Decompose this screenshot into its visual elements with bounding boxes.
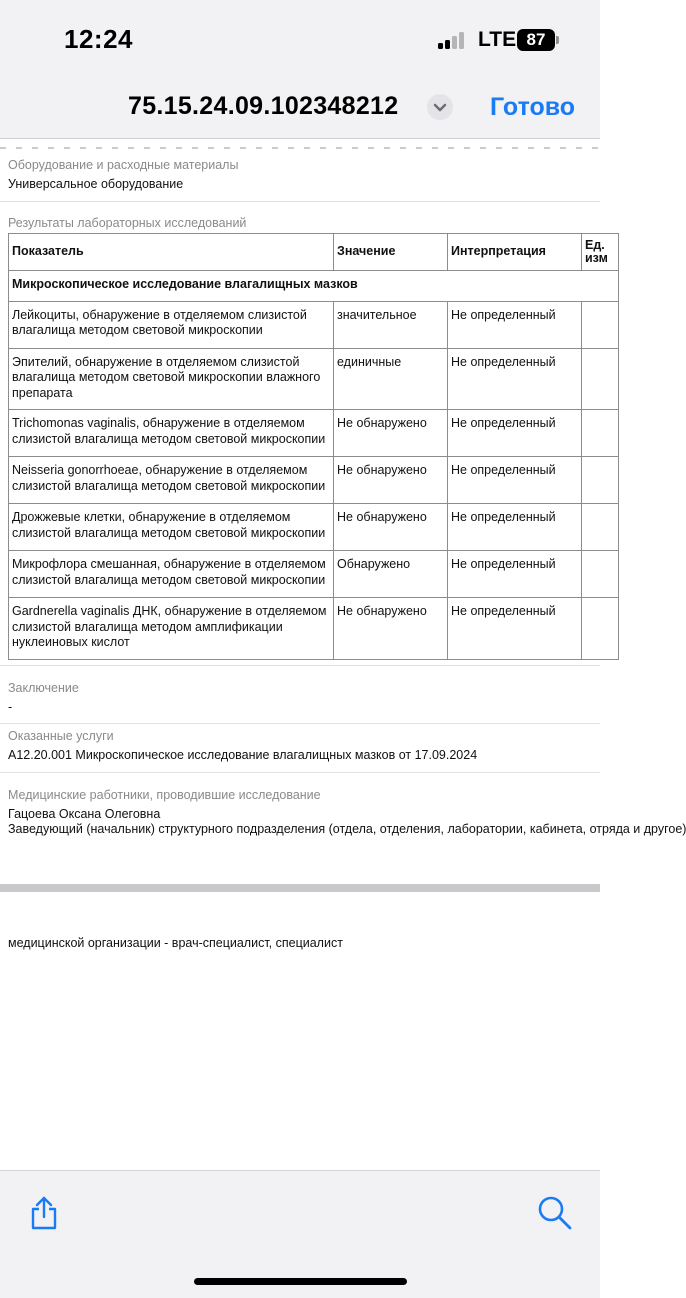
navigation-bar xyxy=(0,80,600,139)
divider xyxy=(0,772,600,773)
staff-name: Гацоева Оксана Олеговна xyxy=(8,807,161,821)
staff-position: Заведующий (начальник) структурного подразделения (отдела, отделения, лаборатории, кабинета, отряда и другое) xyxy=(8,822,686,836)
done-button[interactable]: Готово xyxy=(490,93,576,121)
equipment-label: Оборудование и расходные материалы xyxy=(8,158,239,172)
row-indicator: Эпителий, обнаружение в отделяемом слизистой влагалища методом световой микроскопии влажного препарата xyxy=(9,348,334,410)
divider xyxy=(0,723,600,724)
table-header-row xyxy=(9,234,619,271)
row-unit xyxy=(582,598,619,660)
cellular-signal-icon xyxy=(438,31,470,49)
row-indicator: Дрожжевые клетки, обнаружение в отделяемом слизистой влагалища методом световой микроскопии xyxy=(9,504,334,551)
table-row xyxy=(9,348,619,410)
page-separator xyxy=(0,884,600,892)
row-value: единичные xyxy=(334,348,448,410)
row-indicator: Neisseria gonorrhoeae, обнаружение в отделяемом слизистой влагалища методом световой микроскопии xyxy=(9,457,334,504)
row-interpretation: Не определенный xyxy=(448,457,582,504)
table-row xyxy=(9,457,619,504)
row-value: Не обнаружено xyxy=(334,598,448,660)
row-unit xyxy=(582,410,619,457)
row-indicator: Gardnerella vaginalis ДНК, обнаружение в отделяемом слизистой влагалища методом амплификации нуклеиновых кислот xyxy=(9,598,334,660)
conclusion-label: Заключение xyxy=(8,681,79,695)
row-unit xyxy=(582,504,619,551)
services-label: Оказанные услуги xyxy=(8,729,114,743)
share-icon[interactable] xyxy=(28,1195,60,1236)
row-interpretation: Не определенный xyxy=(448,301,582,348)
document-page xyxy=(0,139,686,884)
table-row xyxy=(9,551,619,598)
table-row xyxy=(9,301,619,348)
document-page-2 xyxy=(0,892,600,1170)
services-value: A12.20.001 Микроскопическое исследование влагалищных мазков от 17.09.2024 xyxy=(8,748,478,762)
row-value: Не обнаружено xyxy=(334,504,448,551)
home-indicator[interactable] xyxy=(194,1278,407,1285)
row-value: Не обнаружено xyxy=(334,410,448,457)
row-unit xyxy=(582,348,619,410)
row-indicator: Лейкоциты, обнаружение в отделяемом слизистой влагалища методом световой микроскопии xyxy=(9,301,334,348)
row-interpretation: Не определенный xyxy=(448,551,582,598)
table-row xyxy=(9,598,619,660)
results-table xyxy=(8,233,619,660)
results-label: Результаты лабораторных исследований xyxy=(8,216,247,230)
header-indicator: Показатель xyxy=(9,234,334,271)
equipment-value: Универсальное оборудование xyxy=(8,177,184,191)
header-unit: Ед. изм xyxy=(582,234,619,271)
table-section-row xyxy=(9,271,619,302)
battery-tip xyxy=(556,36,559,44)
conclusion-value: - xyxy=(8,700,13,714)
row-unit xyxy=(582,301,619,348)
row-unit xyxy=(582,457,619,504)
divider xyxy=(0,665,600,666)
header-interpretation: Интерпретация xyxy=(448,234,582,271)
table-row xyxy=(9,504,619,551)
staff-label: Медицинские работники, проводившие исследование xyxy=(8,788,321,802)
staff-position-continued: медицинской организации - врач-специалист, специалист xyxy=(8,936,343,950)
row-unit xyxy=(582,551,619,598)
row-interpretation: Не определенный xyxy=(448,410,582,457)
row-interpretation: Не определенный xyxy=(448,504,582,551)
row-indicator: Trichomonas vaginalis, обнаружение в отделяемом слизистой влагалища методом световой микроскопии xyxy=(9,410,334,457)
section-title: Микроскопическое исследование влагалищных мазков xyxy=(9,271,619,302)
row-indicator: Микрофлора смешанная, обнаружение в отделяемом слизистой влагалища методом световой микроскопии xyxy=(9,551,334,598)
row-interpretation: Не определенный xyxy=(448,348,582,410)
row-interpretation: Не определенный xyxy=(448,598,582,660)
chevron-down-icon[interactable] xyxy=(427,94,453,120)
header-value: Значение xyxy=(334,234,448,271)
network-type: LTE xyxy=(478,28,517,51)
status-time: 12:24 xyxy=(64,24,133,54)
row-value: Не обнаружено xyxy=(334,457,448,504)
clipped-text-line xyxy=(0,139,600,142)
bottom-toolbar xyxy=(0,1170,600,1298)
battery-icon: 87 xyxy=(517,29,555,51)
table-row xyxy=(9,410,619,457)
row-value: значительное xyxy=(334,301,448,348)
search-icon[interactable] xyxy=(537,1195,573,1236)
document-title[interactable]: 75.15.24.09.102348212 xyxy=(128,92,399,120)
divider xyxy=(0,201,600,202)
row-value: Обнаружено xyxy=(334,551,448,598)
status-bar xyxy=(0,0,600,80)
